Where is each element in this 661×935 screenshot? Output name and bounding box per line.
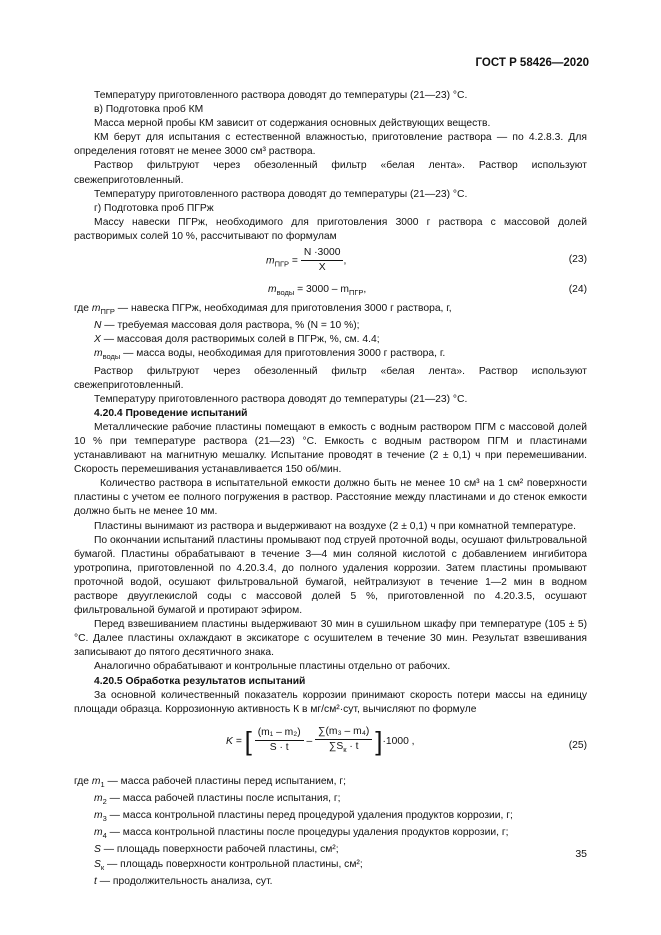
paragraph: Пластины вынимают из раствора и выдерживают на воздухе (2 ± 0,1) ч при комнатной температуре. [94, 520, 576, 532]
fraction-denominator: S · t [269, 742, 289, 754]
formula-lhs: K = [226, 735, 242, 747]
den-part: ∑S [329, 740, 344, 752]
def-symbol: S [94, 844, 101, 856]
formula-eq: = [291, 255, 298, 267]
definition-item [74, 826, 587, 843]
den-tail: · t [346, 740, 359, 752]
def-symbol: m [94, 348, 103, 360]
paragraph: Количество раствора в испытательной емкости должно быть не менее 10 см³ на 1 см² поверхности пластины с учетом ее полного погружения в раствор. Расстояние между пластинами и до стенок емкости должно быть не менее 10 мм. [74, 478, 587, 518]
formula-sub: ПГР [274, 259, 290, 269]
def-sub: ПГР [100, 307, 115, 317]
paragraph: Температуру приготовленного раствора доводят до температуры (21—23) °С. [94, 393, 468, 405]
paragraph: Масса мерной пробы КМ зависит от содержания основных действующих веществ. [94, 118, 491, 130]
def-symbol: t [94, 875, 97, 887]
def-sub: 3 [102, 814, 107, 824]
formula-number: (25) [568, 739, 587, 751]
formula-sub: ПГР [348, 288, 364, 298]
bracket-right: ] [375, 725, 383, 756]
formula-minus: – [306, 735, 313, 747]
formula-tail: , [343, 255, 347, 267]
paragraph: По окончании испытаний пластины промывают под струей проточной воды, осушают фильтровальной бумагой. Пластины обрабатывают в течение 3—4 мин соляной кислотой с добавлением ингибитора уротропина, приготовленной по 4.20.3.4, до полного удаления коррозии. Затем пластины промывают проточной водой, осушают фильтровальной бумагой, нейтрализуют в течение 1—2 мин в водном растворе двууглекислой соды с массовой долей 5 %, приготовленной по 4.20.3.5, осушают фильтровальной бумагой и протирают эфиром. [74, 534, 587, 617]
def-symbol: m [94, 810, 103, 822]
paragraph: Раствор фильтруют через обезоленный фильтр «белая лента». Раствор используют свежеприготовленный. [74, 365, 587, 391]
definition-item [74, 302, 587, 319]
formula-number: (23) [568, 254, 587, 266]
fraction [315, 725, 372, 757]
def-symbol: X [94, 334, 101, 346]
paragraph: Температуру приготовленного раствора доводят до температуры (21—23) °С. [94, 90, 468, 101]
definition-item [74, 875, 587, 889]
def-text: — требуемая массовая доля раствора, % (N = 10 %); [101, 320, 360, 332]
section-heading: 4.20.5 Обработка результатов испытаний [94, 675, 306, 687]
formula-25 [74, 717, 587, 775]
formula-sub: воды [276, 288, 295, 298]
def-sub: 1 [100, 779, 105, 789]
definition-item [74, 775, 587, 792]
fraction-denominator [315, 740, 372, 757]
def-text: — площадь поверхности контрольной пластины, см²; [104, 858, 363, 870]
paragraph: За основной количественный показатель коррозии принимают скорость потери массы на единицу площади образца. Коррозионную активность К в мг/см²·сут, вычисляют по формуле [74, 689, 587, 715]
def-text: — навеска ПГРж, необходимая для приготовления 3000 г раствора, г, [114, 303, 452, 315]
definitions-list [74, 302, 587, 364]
def-prefix: где [74, 303, 92, 315]
def-symbol: m [91, 775, 101, 787]
paragraph: в) Подготовка проб КМ [94, 104, 204, 116]
def-sub: к [100, 862, 105, 872]
fraction [301, 246, 347, 275]
def-sub: 4 [102, 831, 107, 841]
definition-item [74, 858, 587, 875]
def-symbol: m [91, 303, 101, 315]
def-sub: воды [102, 352, 121, 362]
section-heading: 4.20.4 Проведение испытаний [94, 407, 248, 419]
paragraph: Перед взвешиванием пластины выдерживают 30 мин в сушильном шкафу при температуре (105 ± 5) °С. Далее пластины охлаждают в эксикаторе с осушителем в течение 30 мин. Результат взвешивания записывают до пятого десятичного знака. [74, 619, 587, 659]
formula-var: m [268, 284, 277, 296]
paragraph: Массу навески ПГРж, необходимого для приготовления 3000 г раствора с массовой долей растворимых солей 10 %, рассчитывают по формулам [74, 216, 587, 242]
fraction-numerator: (m₁ – m₂) [255, 726, 304, 741]
formula-var: m [266, 255, 275, 267]
formula-rhs: = 3000 – m [297, 284, 349, 296]
paragraph: Температуру приготовленного раствора доводят до температуры (21—23) °С. [94, 188, 468, 200]
paragraph: г) Подготовка проб ПГРж [94, 202, 214, 214]
definition-item [74, 333, 587, 347]
paragraph: КМ берут для испытания с естественной влажностью, приготовление раствора — по 4.2.8.3. Для определения готовят не менее 3000 см³ раствора. [74, 132, 587, 158]
bracket-left: [ [244, 725, 252, 756]
def-text: — масса контрольной пластины перед процедурой удаления продуктов коррозии, г; [106, 810, 513, 822]
fraction-numerator: N ·3000 [301, 246, 344, 261]
definition-item [74, 843, 587, 857]
def-text: — масса воды, необходимая для приготовления 3000 г раствора, г. [120, 348, 446, 360]
definition-item [74, 809, 587, 826]
formula-mult: ·1000 , [382, 735, 415, 747]
den-sub: к [343, 744, 347, 754]
def-text: — площадь поверхности рабочей пластины, см²; [100, 844, 339, 856]
paragraph: Раствор фильтруют через обезоленный фильтр «белая лента». Раствор используют свежеприготовленный. [74, 160, 587, 186]
fraction-denominator: X [318, 262, 326, 274]
def-prefix: где [74, 775, 92, 787]
definition-item [74, 347, 587, 364]
formula-number: (24) [568, 284, 587, 296]
def-text: — продолжительность анализа, сут. [96, 875, 273, 887]
document-body [74, 89, 587, 889]
page-number: 35 [575, 848, 587, 860]
def-text: — массовая доля растворимых солей в ПГРж, %, см. 4.4; [100, 334, 380, 346]
fraction-numerator: ∑(m₃ – m₄) [315, 725, 372, 740]
formula-24 [74, 280, 587, 302]
def-symbol: m [94, 827, 103, 839]
def-symbol: S [94, 858, 101, 870]
definitions-list [74, 775, 587, 889]
definition-item [74, 319, 587, 333]
def-sub: 2 [102, 797, 107, 807]
def-text: — масса рабочей пластины после испытания, г; [106, 792, 341, 804]
def-text: — масса рабочей пластины перед испытанием, г; [104, 775, 346, 787]
fraction [255, 726, 304, 755]
def-symbol: m [94, 792, 103, 804]
formula-23 [74, 244, 587, 280]
definition-item [74, 792, 587, 809]
paragraph: Аналогично обрабатывают и контрольные пластины отдельно от рабочих. [94, 661, 451, 673]
paragraph: Металлические рабочие пластины помещают в емкость с водным раствором ПГМ с массовой долей 10 % при температуре раствора (21—23) °С. Емкость с водным раствором ПГМ и пластинами устанавливают на магнитную мешалку. Испытание проводят в течение (2 ± 0,1) ч при перемешивании. Скорость перемешивания устанавливается 150 об/мин. [74, 421, 587, 476]
def-symbol: N [94, 320, 102, 332]
formula-tail: , [363, 284, 367, 296]
document-header: ГОСТ Р 58426—2020 [475, 57, 589, 69]
def-text: — масса контрольной пластины после процедуры удаления продуктов коррозии, г; [106, 827, 509, 839]
